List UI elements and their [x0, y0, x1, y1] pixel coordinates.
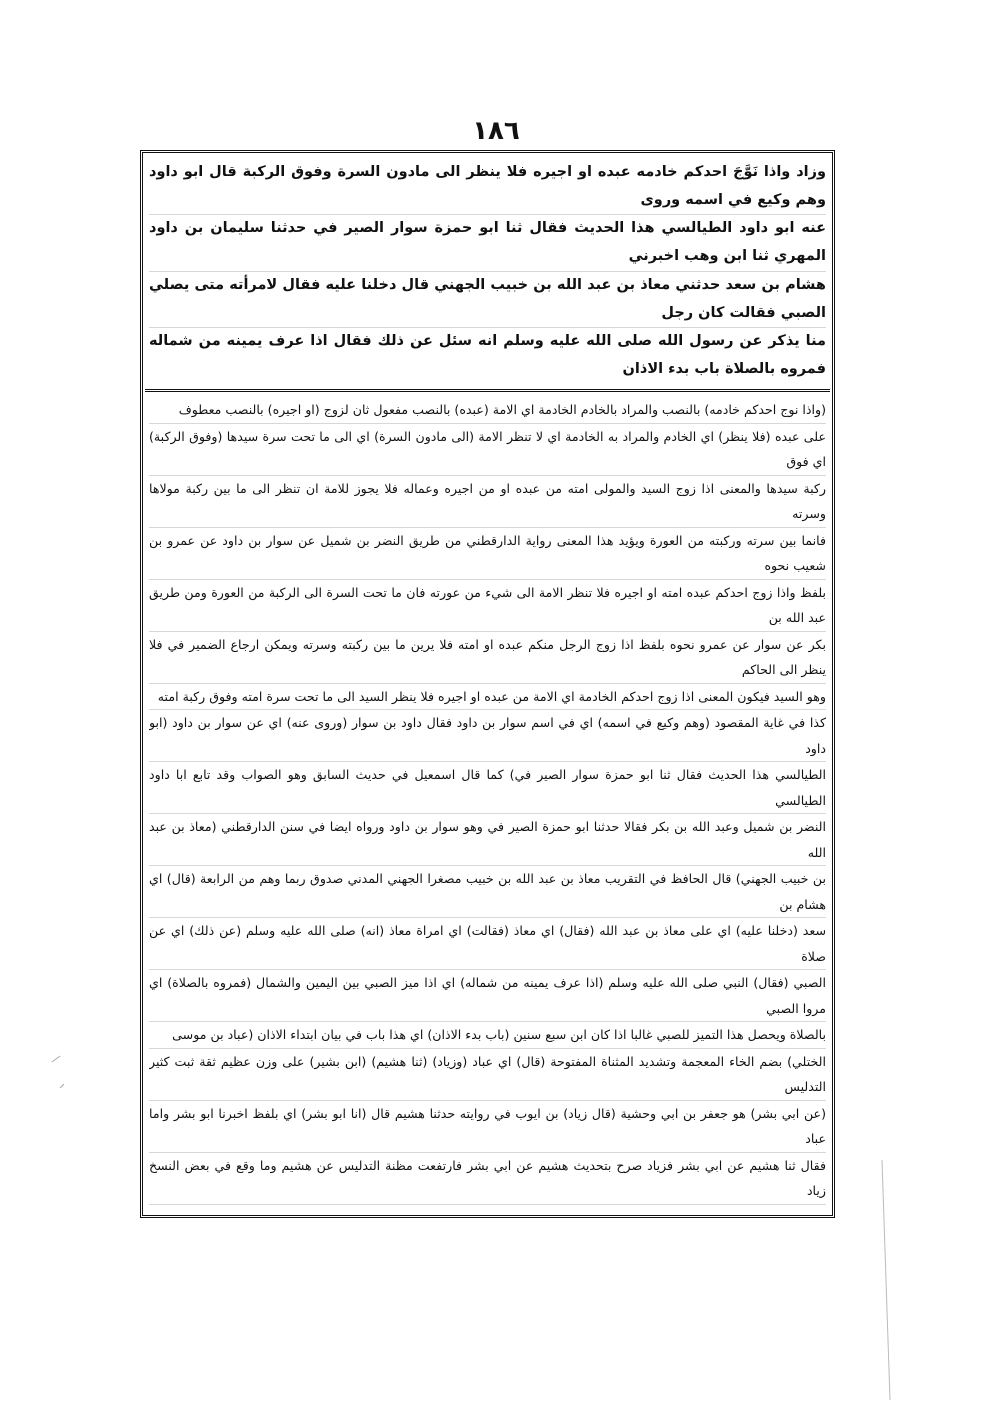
- main-line: وزاد واذا نَوَّجَ احدكم خادمه عبده او اجيره فلا ينظر الى مادون السرة وفوق الركبة قال ابو داود وهم وكيع في اسمه وروى: [149, 159, 826, 215]
- commentary-line: بالصلاة ويحصل هذا التميز للصبي غالبا اذا كان ابن سبع سنين (باب بدء الاذان) اي هذا باب في بيان ابتداء الاذان (عباد بن موسى: [149, 1022, 826, 1049]
- stray-mark: [60, 1084, 64, 1088]
- commentary-line: النضر بن شميل وعبد الله بن بكر فقالا حدثنا ابو حمزة الصير في وهو سوار بن داود ورواه ايضا في سنن الدارقطني (معاذ بن عبد الله: [149, 814, 826, 866]
- main-line-text: منا يذكر عن رسول الله صلى الله عليه وسلم انه سئل عن ذلك فقال اذا عرف يمينه من شماله فمروه بالصلاة: [149, 333, 826, 377]
- commentary-line: الصبي (فقال) النبي صلى الله عليه وسلم (اذا عرف يمينه من شماله) اي اذا ميز الصبي بين اليمين والشمال (فمروه بالصلاة) اي مروا الصبي: [149, 970, 826, 1022]
- commentary-line: كذا في غاية المقصود (وهم وكيع في اسمه) اي في اسم سوار بن داود فقال داود بن سوار (وروى عنه) اي عن سوار بن داود (ابو داود: [149, 710, 826, 762]
- stray-mark: [52, 1056, 60, 1062]
- commentary-line: [149, 1205, 826, 1210]
- section-divider: [145, 389, 830, 392]
- main-line: هشام بن سعد حدثني معاذ بن عبد الله بن خبيب الجهني قال دخلنا عليه فقال لامرأته متى يصلي الصبي فقالت كان رجل: [149, 272, 826, 328]
- main-line: [149, 328, 826, 381]
- commentary-line: ركبة سيدها والمعنى اذا زوج السيد والمولى امته من عبده او من اجيره وعماله فلا يجوز للامة ان تنظر الى ما بين ركبة مولاها وسرته: [149, 476, 826, 528]
- commentary-line: الختلي) بضم الخاء المعجمة وتشديد المثناة المفتوحة (قال) اي عباد (وزياد) (ثنا هشيم) (ابن بشير) على وزن عظيم ثقة ثبت كثير التدليس: [149, 1049, 826, 1101]
- main-line: عنه ابو داود الطيالسي هذا الحديث فقال ثنا ابو حمزة سوار الصير في حدثنا سليمان بن داود المهري ثنا ابن وهب اخبرني: [149, 215, 826, 271]
- page-frame: [140, 150, 835, 1218]
- page-number: ١٨٦: [472, 116, 520, 146]
- commentary-line: (عن ابي بشر) هو جعفر بن ابي وحشية (قال زياد) بن ايوب في روايته حدثنا هشيم قال (انا ابو بشر) اي بلفظ اخبرنا ابو بشر واما عباد: [149, 1101, 826, 1153]
- commentary-line: فانما بين سرته وركبته من العورة ويؤيد هذا المعنى رواية الدارقطني من طريق النضر بن شميل عن سوار بن داود عن عمرو بن شعيب نحوه: [149, 528, 826, 580]
- section-heading: باب بدء الاذان: [622, 360, 720, 377]
- hadith-main-text: [149, 159, 826, 381]
- commentary-line: الطيالسي هذا الحديث فقال ثنا ابو حمزة سوار الصير في) كما قال اسمعيل في حديث السابق وهو الصواب وقد تابع ابا داود الطيالسي: [149, 762, 826, 814]
- commentary-line: (واذا نوج احدكم خادمه) بالنصب والمراد بالخادم الخادمة اي الامة (عبده) بالنصب مفعول ثان لزوج (او اجيره) بالنصب معطوف: [149, 397, 826, 424]
- commentary-line: وهو السيد فيكون المعنى اذا زوج احدكم الخادمة اي الامة من عبده او اجيره فلا ينظر السيد الى ما تحت سرة امته وفوق ركبة امته: [149, 684, 826, 711]
- fold-line: [882, 1160, 890, 1400]
- commentary-line: بلفظ واذا زوج احدكم عبده امته او اجيره فلا تنظر الامة الى شيء من عورته فان ما تحت السرة الى الركبة من العورة ومن طريق عبد الله بن: [149, 580, 826, 632]
- commentary-line: فقال ثنا هشيم عن ابي بشر فزياد صرح بتحديث هشيم عن ابي بشر فارتفعت مظنة التدليس عن هشيم وما وقع في بعض النسخ زياد: [149, 1153, 826, 1205]
- commentary-line: بن خبيب الجهني) قال الحافظ في التقريب معاذ بن عبد الله بن خبيب مصغرا الجهني المدني صدوق ربما وهم من الرابعة (قال) اي هشام بن: [149, 866, 826, 918]
- commentary-line: على عبده (فلا ينظر) اي الخادم والمراد به الخادمة اي لا تنظر الامة (الى مادون السرة) اي الى ما تحت سرة سيدها (وفوق الركبة) اي فوق: [149, 424, 826, 476]
- commentary-text: [149, 397, 826, 1209]
- commentary-line: سعد (دخلنا عليه) اي على معاذ بن عبد الله (فقال) اي معاذ (فقالت) اي امراة معاذ (انه) صلى الله عليه وسلم (عن ذلك) اي عن صلاة: [149, 918, 826, 970]
- commentary-line: بكر عن سوار عن عمرو نحوه بلفظ اذا زوج الرجل منكم عبده او امته فلا يرين ما بين ركبته وسرته ويمكن ارجاع الضمير في فلا ينظر الى الحاكم: [149, 632, 826, 684]
